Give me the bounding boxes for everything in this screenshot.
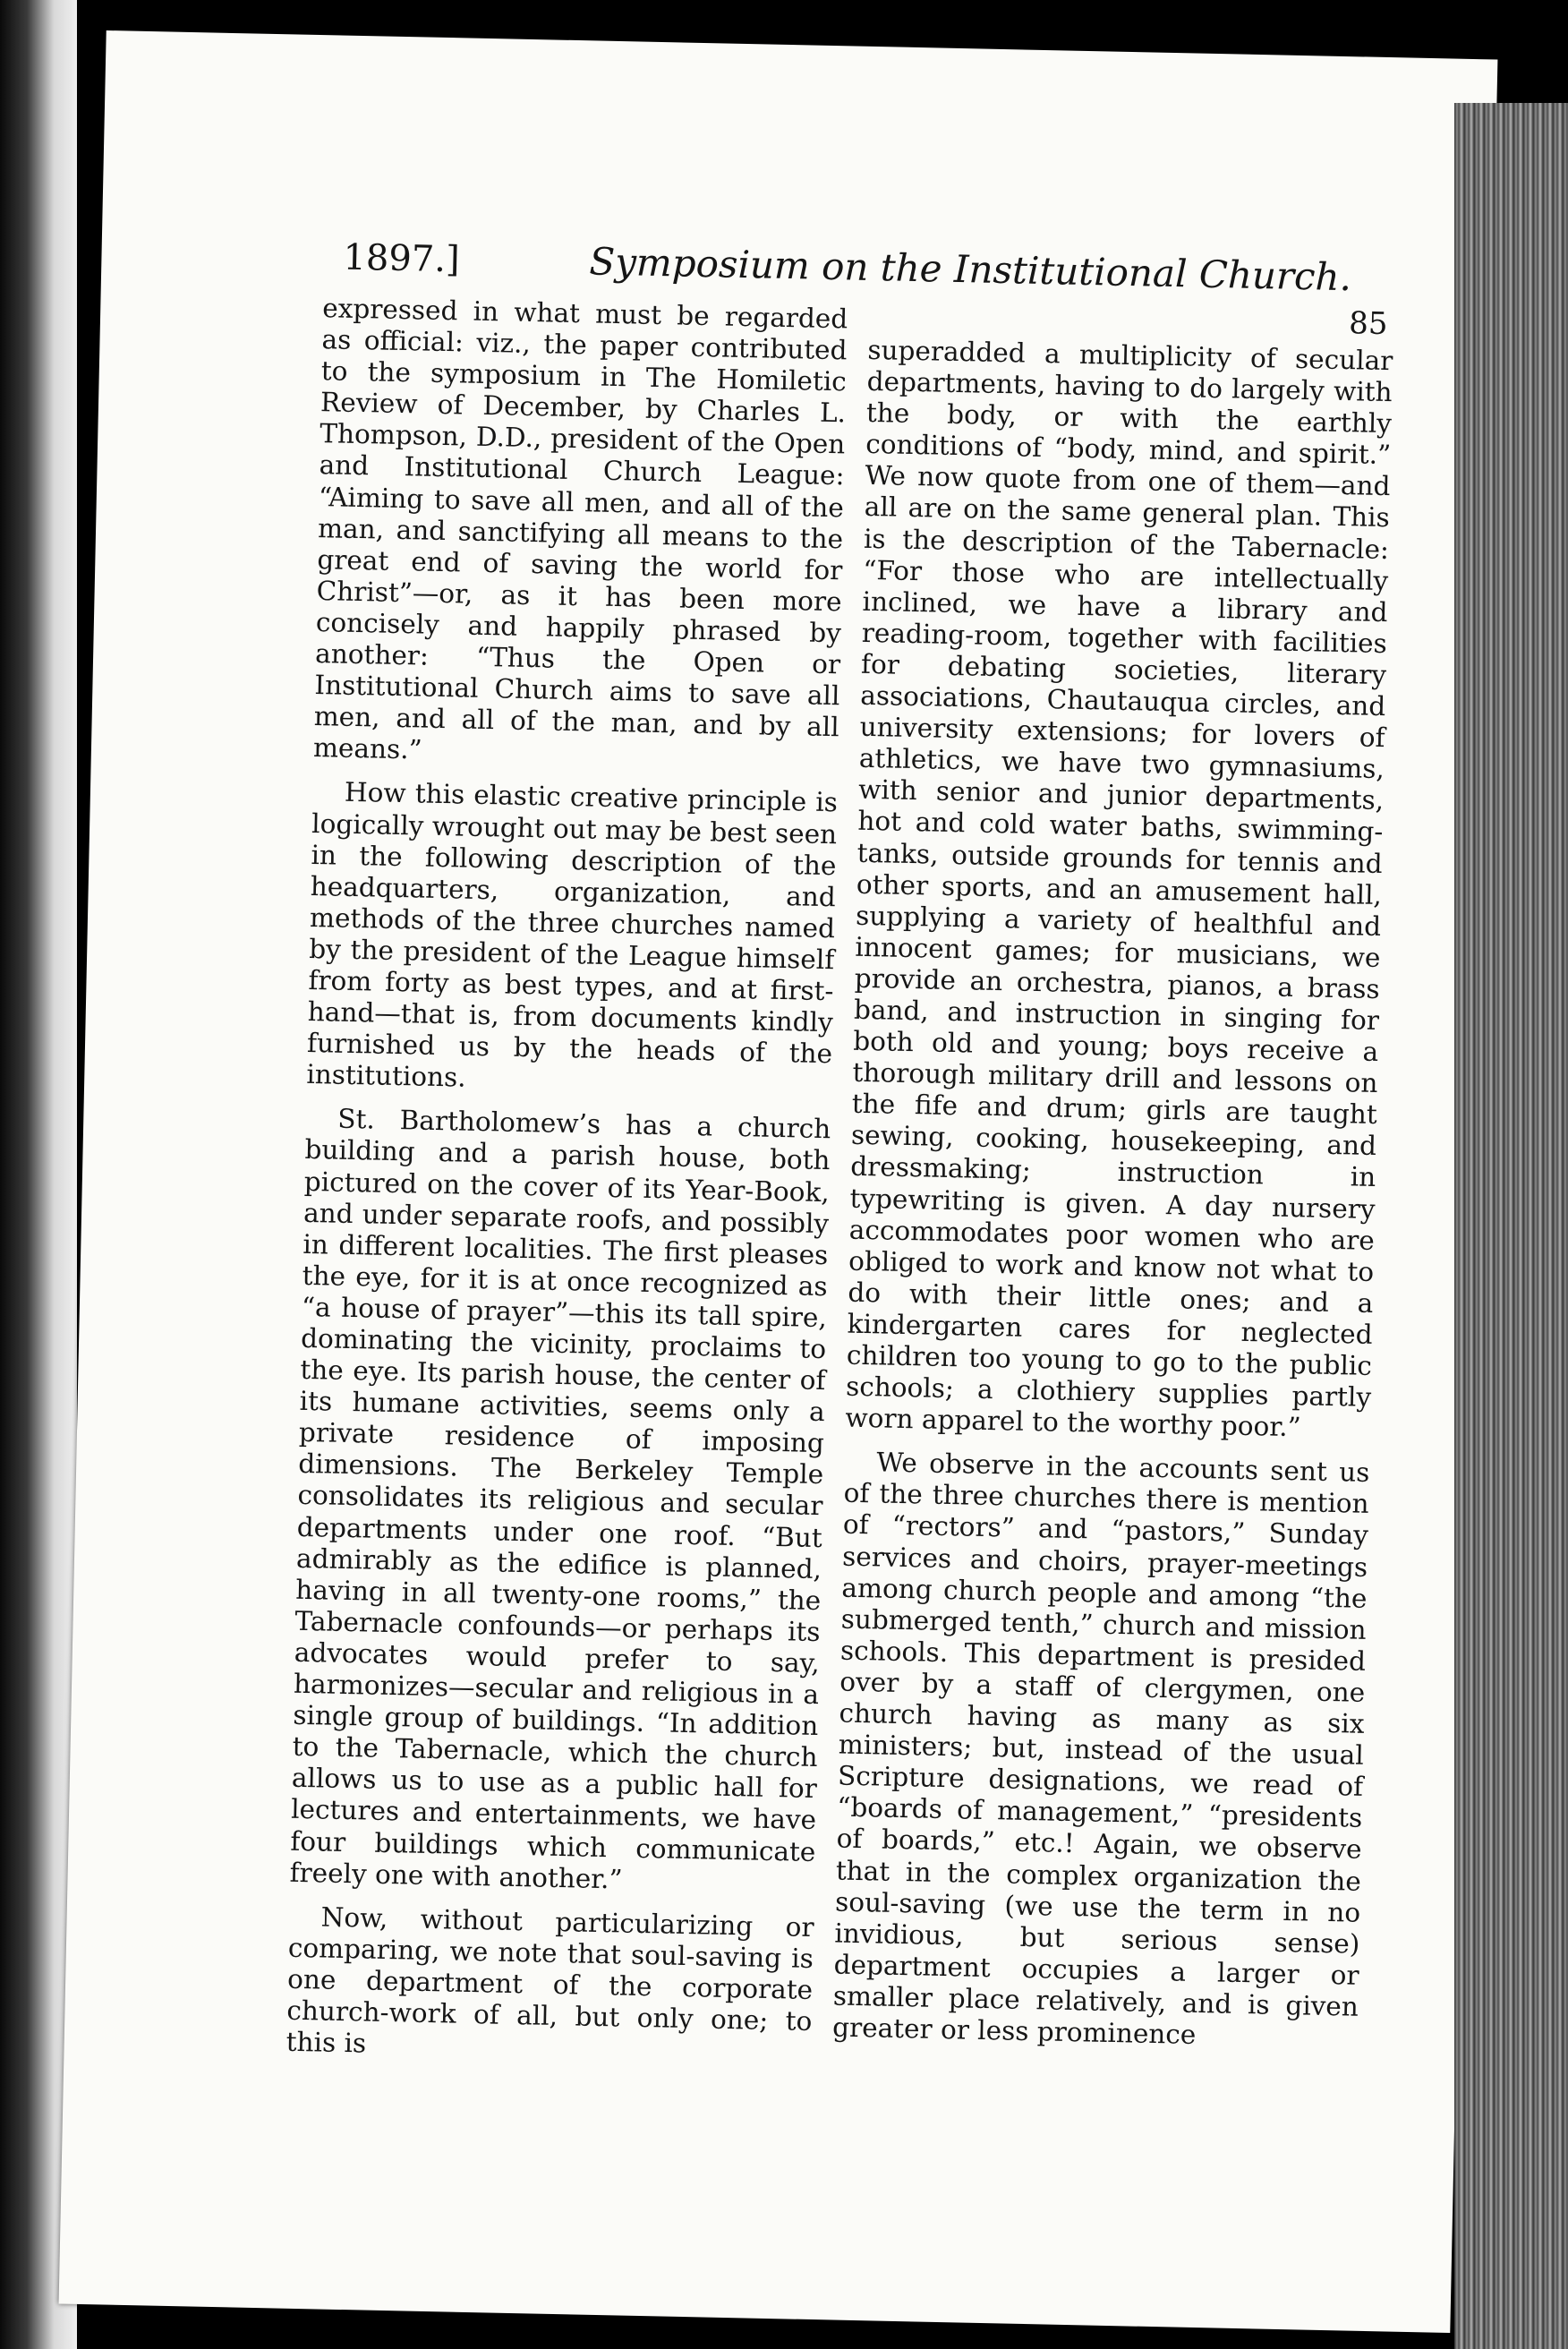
- paragraph: St. Bartholomew’s has a church building and a parish house, both pictured on the cover of its Year-Book, and under separate roofs, and possibly in different localities. The first pleases the eye, for it is at once recognized as “a house of prayer”—this its tall spire, dominating the vicinity, proclaims to the eye. Its parish house, the center of its humane activities, seems only a private residence of imposing dimensions. The Berkeley Temple consolidates its religious and secular departments under one roof. “But admirably as the edifice is planned, having in all twenty-one rooms,” the Tabernacle confounds—or perhaps its advocates would prefer to say, harmonizes—secular and religious in a single group of buildings. “In addition to the Tabernacle, which the church allows us to use as a public hall for lectures and entertainments, we have four buildings which communicate freely one with another.”: [289, 1104, 831, 1895]
- paragraph: We observe in the accounts sent us of the three churches there is mention of “rectors” and “pastors,” Sunday services and choirs, prayer-meetings among church people and among “the submerged tenth,” church and mission schools. This department is presided over by a staff of clergymen, one church having as many as six ministers; but, instead of the usual Scripture designations, we read of “boards of management,” “presidents of boards,” etc.! Again, we observe that in the complex organization the soul-saving (we use the term in no invidious, but serious sense) department occupies a larger or smaller place relatively, and is given greater or less prominence: [831, 1447, 1370, 2050]
- page-number: 85: [1348, 305, 1388, 343]
- header-year: 1897.]: [343, 236, 461, 281]
- book-page: [59, 30, 1498, 2333]
- paragraph: How this elastic creative principle is logically wrought out may be best seen in the following description of the headquarters, organization, and methods of the three churches named by the president of the League himself from forty as best types, and at first-hand—that is, from documents kindly furnished us by the heads of the institutions.: [306, 777, 839, 1093]
- paragraph: expressed in what must be regarded as official: viz., the paper contributed to the symposium in The Homiletic Review of December, by Charles L. Thompson, D.D., president of the Open and Institutional Church League: “Aiming to save all men, and all of the man, and sanctifying all means to the great end of saving the world for Christ”—or, as it has been more concisely and happily phrased by another: “Thus the Open or Institutional Church aims to save all men, and all of the man, and by all means.”: [312, 293, 848, 765]
- left-column: [285, 293, 848, 2081]
- right-column: [832, 335, 1393, 2067]
- paragraph: superadded a multiplicity of secular departments, having to do largely with the body, or with the earthly conditions of “body, mind, and spirit.” We now quote from one of them—and all are on the same general plan. This is the description of the Tabernacle: “For those who are intellectually inclined, we have a library and reading-room, together with facilities for debating societies, literary associations, Chautauqua circles, and university extensions; for lovers of athletics, we have two gymnasiums, with senior and junior departments, hot and cold water baths, swimming-tanks, outside grounds for tennis and other sports, and an amusement hall, supplying a variety of healthful and innocent games; for musicians, we provide an orchestra, pianos, a brass band, and instruction in singing for both old and young; boys receive a thorough military drill and lessons on the fife and drum; girls are taught sewing, cooking, housekeeping, and dressmaking; instruction in typewriting is given. A day nursery accommodates poor women who are obliged to work and know not what to do with their little ones; and a kindergarten cares for neglected children too young to go to the public schools; a clothiery supplies partly worn apparel to the worthy poor.”: [845, 334, 1393, 1443]
- header-title: Symposium on the Institutional Church.: [588, 239, 1352, 300]
- page-block-edge: [1454, 103, 1568, 2349]
- running-header: [250, 167, 1414, 343]
- paragraph: Now, without particularizing or comparing, we note that soul-saving is one department of the corporate church-work of all, but only one; to this is: [285, 1901, 814, 2059]
